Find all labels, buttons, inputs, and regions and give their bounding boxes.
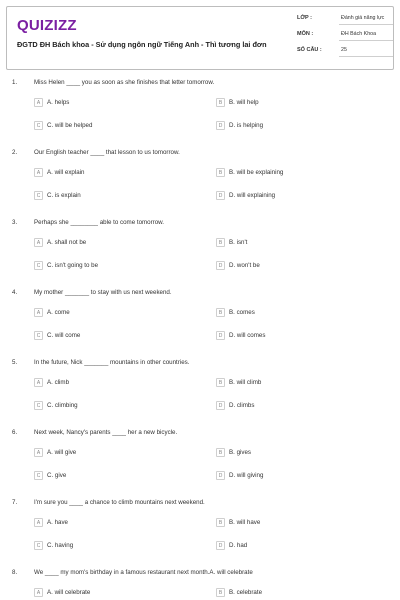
answer-option[interactable] bbox=[34, 471, 194, 480]
question-text: Next week, Nancy's parents ____ her a new bicycle. bbox=[34, 429, 178, 436]
option-label: B. celebrate bbox=[229, 589, 263, 596]
meta-label: LỚP : bbox=[297, 15, 312, 21]
answer-option[interactable] bbox=[34, 401, 194, 410]
answer-option[interactable] bbox=[216, 331, 376, 340]
option-letter-box[interactable]: B bbox=[216, 588, 225, 597]
option-label: A. will celebrate bbox=[47, 589, 91, 596]
option-letter-box[interactable]: B bbox=[216, 168, 225, 177]
answer-option[interactable] bbox=[34, 261, 194, 270]
answer-option[interactable] bbox=[34, 238, 194, 247]
answer-option[interactable] bbox=[216, 518, 376, 527]
option-letter-box[interactable]: B bbox=[216, 378, 225, 387]
question-list bbox=[0, 76, 400, 600]
answer-option[interactable] bbox=[216, 308, 376, 317]
option-letter-box[interactable]: A bbox=[34, 588, 43, 597]
option-letter-box[interactable]: A bbox=[34, 168, 43, 177]
question-number: 6. bbox=[12, 429, 18, 436]
question-text: I'm sure you ____ a chance to climb mountains next weekend. bbox=[34, 499, 205, 506]
meta-label: SỐ CÂU : bbox=[297, 47, 322, 53]
worksheet-header bbox=[6, 6, 394, 70]
option-letter-box[interactable]: D bbox=[216, 471, 225, 480]
question-item bbox=[0, 356, 400, 426]
option-label: B. gives bbox=[229, 449, 252, 456]
option-label: B. will be explaining bbox=[229, 169, 284, 176]
option-label: B. isn't bbox=[229, 239, 248, 246]
quizizz-logo: QUIZIZZ bbox=[17, 17, 77, 34]
meta-label: MÔN : bbox=[297, 31, 314, 37]
option-letter-box[interactable]: B bbox=[216, 308, 225, 317]
option-letter-box[interactable]: A bbox=[34, 518, 43, 527]
answer-option[interactable] bbox=[34, 448, 194, 457]
question-number: 1. bbox=[12, 79, 18, 86]
question-item bbox=[0, 146, 400, 216]
question-number: 7. bbox=[12, 499, 18, 506]
question-text: Our English teacher ____ that lesson to us tomorrow. bbox=[34, 149, 180, 156]
answer-option[interactable] bbox=[216, 471, 376, 480]
answer-option[interactable] bbox=[216, 401, 376, 410]
answer-option[interactable] bbox=[34, 308, 194, 317]
option-letter-box[interactable]: A bbox=[34, 448, 43, 457]
meta-row-class bbox=[297, 15, 393, 31]
answer-option[interactable] bbox=[216, 541, 376, 550]
option-label: B. will have bbox=[229, 519, 261, 526]
option-letter-box[interactable]: C bbox=[34, 471, 43, 480]
option-letter-box[interactable]: D bbox=[216, 331, 225, 340]
meta-value: ĐH Bách Khoa bbox=[341, 31, 377, 37]
question-text: We ____ my mom's birthday in a famous restaurant next month.A. will celebrate bbox=[34, 569, 253, 576]
question-item bbox=[0, 286, 400, 356]
answer-option[interactable] bbox=[34, 518, 194, 527]
option-letter-box[interactable]: D bbox=[216, 191, 225, 200]
answer-option[interactable] bbox=[216, 448, 376, 457]
meta-underline bbox=[339, 24, 393, 25]
meta-info bbox=[297, 15, 393, 63]
meta-underline bbox=[339, 40, 393, 41]
option-label: C. give bbox=[47, 472, 67, 479]
answer-option[interactable] bbox=[34, 121, 194, 130]
option-letter-box[interactable]: C bbox=[34, 331, 43, 340]
question-text: In the future, Nick _______ mountains in other countries. bbox=[34, 359, 190, 366]
question-number: 2. bbox=[12, 149, 18, 156]
option-label: C. will come bbox=[47, 332, 81, 339]
answer-option[interactable] bbox=[216, 261, 376, 270]
answer-option[interactable] bbox=[34, 191, 194, 200]
test-title: ĐGTD ĐH Bách khoa - Sử dụng ngôn ngữ Tiếng Anh - Thì tương lai đơn bbox=[17, 40, 267, 49]
question-item bbox=[0, 76, 400, 146]
option-label: B. comes bbox=[229, 309, 255, 316]
question-number: 8. bbox=[12, 569, 18, 576]
answer-option[interactable] bbox=[34, 168, 194, 177]
option-label: D. had bbox=[229, 542, 248, 549]
question-item bbox=[0, 496, 400, 566]
answer-option[interactable] bbox=[34, 588, 194, 597]
answer-option[interactable] bbox=[216, 588, 376, 597]
option-label: D. will giving bbox=[229, 472, 264, 479]
option-letter-box[interactable]: C bbox=[34, 191, 43, 200]
question-item bbox=[0, 566, 400, 600]
option-label: C. isn't going to be bbox=[47, 262, 99, 269]
option-letter-box[interactable]: C bbox=[34, 121, 43, 130]
question-item bbox=[0, 216, 400, 286]
option-letter-box[interactable]: A bbox=[34, 308, 43, 317]
option-label: D. will explaining bbox=[229, 192, 276, 199]
answer-option[interactable] bbox=[216, 378, 376, 387]
option-letter-box[interactable]: D bbox=[216, 261, 225, 270]
question-number: 4. bbox=[12, 289, 18, 296]
option-letter-box[interactable]: D bbox=[216, 541, 225, 550]
option-label: B. will help bbox=[229, 99, 259, 106]
question-text: Perhaps she ________ able to come tomorrow. bbox=[34, 219, 165, 226]
option-label: A. will give bbox=[47, 449, 77, 456]
option-label: D. climbs bbox=[229, 402, 255, 409]
answer-option[interactable] bbox=[34, 378, 194, 387]
option-label: C. will be helped bbox=[47, 122, 93, 129]
option-label: C. having bbox=[47, 542, 74, 549]
answer-option[interactable] bbox=[34, 331, 194, 340]
option-label: A. climb bbox=[47, 379, 70, 386]
option-letter-box[interactable]: B bbox=[216, 98, 225, 107]
option-label: D. won't be bbox=[229, 262, 260, 269]
option-label: D. is helping bbox=[229, 122, 264, 129]
answer-option[interactable] bbox=[216, 98, 376, 107]
answer-option[interactable] bbox=[34, 541, 194, 550]
option-letter-box[interactable]: A bbox=[34, 238, 43, 247]
option-label: B. will climb bbox=[229, 379, 262, 386]
answer-option[interactable] bbox=[216, 168, 376, 177]
option-letter-box[interactable]: C bbox=[34, 401, 43, 410]
option-letter-box[interactable]: A bbox=[34, 98, 43, 107]
option-letter-box[interactable]: B bbox=[216, 238, 225, 247]
question-text: My mother _______ to stay with us next weekend. bbox=[34, 289, 172, 296]
answer-option[interactable] bbox=[216, 238, 376, 247]
option-letter-box[interactable]: C bbox=[34, 261, 43, 270]
option-label: C. climbing bbox=[47, 402, 78, 409]
meta-value: 25 bbox=[341, 47, 347, 53]
answer-option[interactable] bbox=[216, 121, 376, 130]
question-number: 3. bbox=[12, 219, 18, 226]
meta-value: Đánh giá năng lực bbox=[341, 15, 385, 21]
question-item bbox=[0, 426, 400, 496]
option-label: A. helps bbox=[47, 99, 70, 106]
answer-option[interactable] bbox=[34, 98, 194, 107]
meta-row-subject bbox=[297, 31, 393, 47]
option-letter-box[interactable]: B bbox=[216, 448, 225, 457]
question-number: 5. bbox=[12, 359, 18, 366]
option-label: A. come bbox=[47, 309, 70, 316]
option-label: A. shall not be bbox=[47, 239, 87, 246]
meta-row-count bbox=[297, 47, 393, 63]
option-letter-box[interactable]: C bbox=[34, 541, 43, 550]
answer-option[interactable] bbox=[216, 191, 376, 200]
option-letter-box[interactable]: D bbox=[216, 121, 225, 130]
option-label: A. will explain bbox=[47, 169, 85, 176]
option-label: C. is explain bbox=[47, 192, 81, 199]
option-label: D. will comes bbox=[229, 332, 266, 339]
option-letter-box[interactable]: B bbox=[216, 518, 225, 527]
option-label: A. have bbox=[47, 519, 68, 526]
meta-underline bbox=[339, 56, 393, 57]
option-letter-box[interactable]: D bbox=[216, 401, 225, 410]
question-text: Miss Helen ____ you as soon as she finishes that letter tomorrow. bbox=[34, 79, 215, 86]
option-letter-box[interactable]: A bbox=[34, 378, 43, 387]
